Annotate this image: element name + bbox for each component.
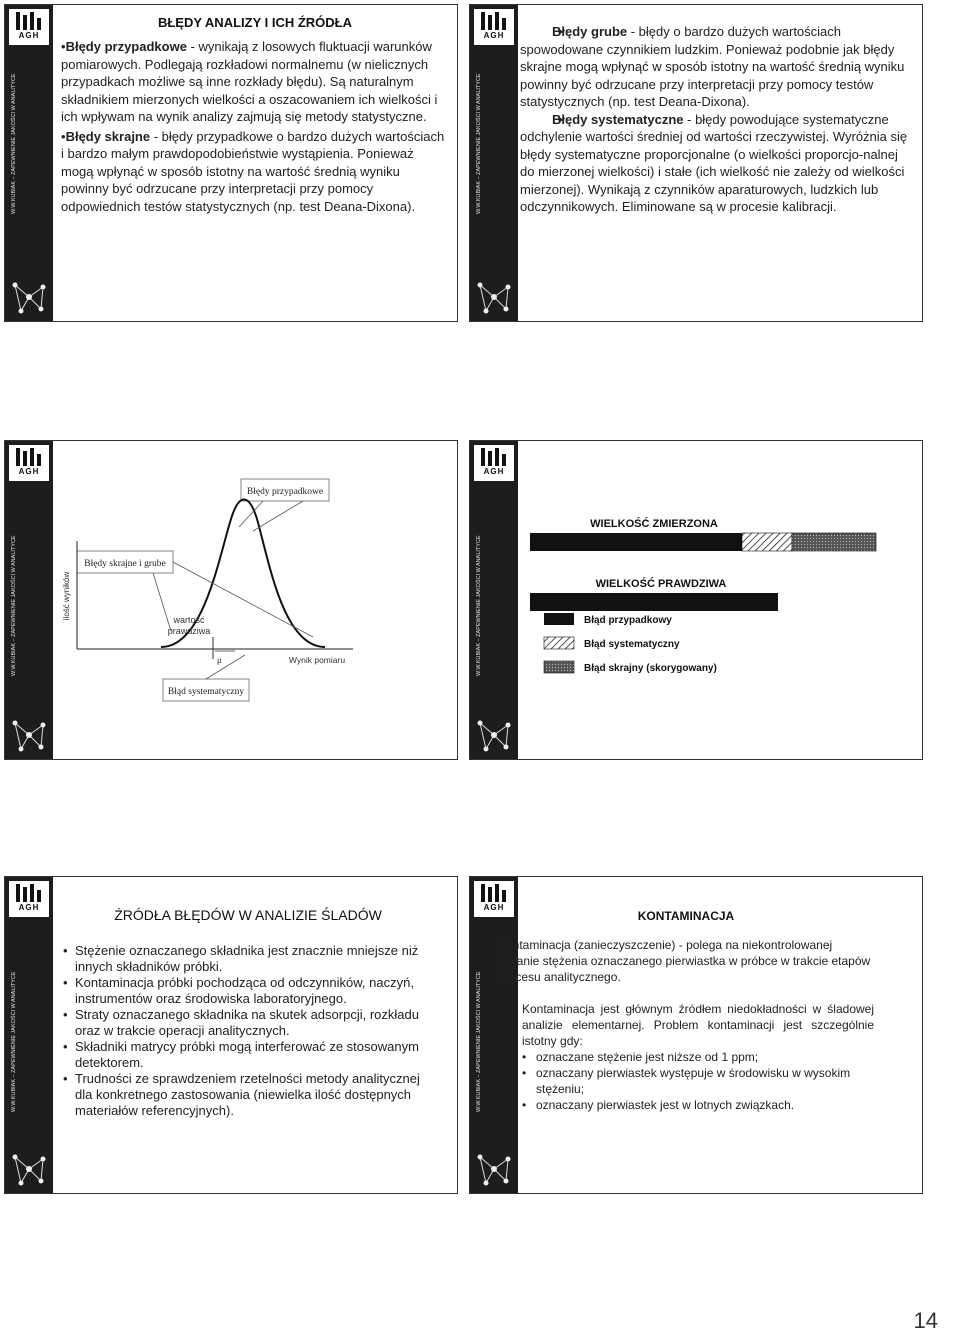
contamination-definition: Kontaminacja (zanieczyszczenie) - polega na niekontrolowanej zmianie stężenia oznaczanego pierwiastka w próbce w trakcie etapów procesu analitycznego.: [498, 938, 871, 984]
slide-content: [520, 23, 914, 321]
agh-logo: [474, 9, 514, 45]
systematic-errors-text: - błędy powodujące systematyczne odchylenie wartości średniej od wartości rzeczywistej. Wyróżnia się błędy systematyczne proporcjonalne (o wielkości proporcjo-nalnej do mierzonej wielkości) i stałe (ich wielkość nie zależy od wielkości mierzonej). Wynikają z czynników aparaturowych, ludzkich lub odczynnikowych. Eliminowane są w procesie kalibracji.: [520, 111, 908, 214]
logo-text: AGH: [483, 903, 505, 912]
logo-text: AGH: [483, 467, 505, 476]
error-distribution-diagram: [53, 441, 457, 759]
agh-logo: [9, 445, 49, 481]
measured-bar-random: [530, 533, 742, 551]
trace-source-item: • Stężenie oznaczanego składnika jest znacznie mniejsze niż innych składników próbki.: [63, 943, 433, 975]
agh-logo-icon: [479, 448, 509, 466]
y-axis-label: ilość wyników: [62, 571, 71, 621]
error-components-diagram: [518, 441, 922, 759]
legend-swatch-extreme: [544, 661, 574, 673]
logo-text: AGH: [18, 467, 40, 476]
side-caption: W.W.KUBIAK – ZAPEWNIENIE JAKOŚCI W ANALITYCE: [476, 971, 482, 1113]
logo-text: AGH: [18, 903, 40, 912]
side-caption: W.W.KUBIAK – ZAPEWNIENIE JAKOŚCI W ANALITYCE: [11, 971, 17, 1113]
molecule-network-icon: [474, 715, 514, 755]
molecule-network-icon: [9, 1149, 49, 1189]
logo-text: AGH: [483, 31, 505, 40]
agh-logo-icon: [14, 884, 44, 902]
logo-text: AGH: [18, 31, 40, 40]
legend-random: Błąd przypadkowy: [584, 615, 672, 626]
slide-sidebar: [5, 441, 53, 759]
true-value-bar: [530, 593, 778, 611]
systematic-errors-term: Błędy systematyczne: [552, 111, 684, 127]
slide-4: [469, 440, 923, 760]
slide-sidebar: [470, 441, 518, 759]
side-caption: W.W.KUBIAK – ZAPEWNIENIE JAKOŚCI W ANALITYCE: [476, 535, 482, 677]
systematic-error-label: Błąd systematyczny: [167, 687, 245, 697]
side-caption: W.W.KUBIAK – ZAPEWNIENIE JAKOŚCI W ANALITYCE: [11, 535, 17, 677]
molecule-network-icon: [474, 277, 514, 317]
extreme-errors-text: - błędy przypadkowe o bardzo dużych wartościach i bardzo małym prawdopodobieństwie wystąpienia. Ponieważ mogą wpłynąć w sposób istotny na wartość średnią wyniku powinny być odrzucane przy interpretacji przy pomocy odpowiednich testów statystycznych (np. test Deana-Dixona).: [61, 128, 445, 214]
legend-swatch-systematic: [544, 637, 574, 649]
slide-sidebar: [5, 5, 53, 321]
x-axis-label: Wynik pomiaru: [288, 655, 346, 665]
agh-logo-icon: [14, 448, 44, 466]
agh-logo-icon: [479, 12, 509, 30]
side-caption: W.W.KUBIAK – ZAPEWNIENIE JAKOŚCI W ANALITYCE: [11, 73, 17, 215]
callout-line: [206, 655, 245, 679]
random-errors-text: - wynikają z losowych fluktuacji warunków pomiarowych. Podlegają rozkładowi normalnemu (w nielicznych przypadkach możliwe są inne rozkłady błędu). Są naturalnym składnikiem mierzonych wielkości a oszacowaniem ich wielkości i ich wpływam na wynik analizy zajmują się metody statystyczne.: [61, 39, 438, 124]
legend-swatch-random: [544, 613, 574, 625]
random-errors-paragraph: •Błędy przypadkowe - wynikają z losowych fluktuacji warunków pomiarowych. Podlegają rozkładowi normalnemu (w nielicznych przypadkach możliwe są inne rozkłady błędu). Są naturalnym składnikiem mierzonych wielkości a oszacowaniem ich wielkości i ich wpływam na wynik analizy zajmują się metody statystyczne.: [61, 39, 438, 124]
slide-title: BŁĘDY ANALIZY I ICH ŹRÓDŁA: [157, 15, 353, 30]
gross-errors-text: - błędy o bardzo dużych wartościach spowodowane czynnikiem ludzkim. Ponieważ podobnie jak błędy skrajne mogą wpłynąć w sposób istotny na wartość średnią wyniku powinny być odrzucane przy interpretacji przy pomocy testów statystycznych (np. test Deana-Dixona).: [520, 24, 905, 109]
slide-6: [469, 876, 923, 1194]
measured-bar-systematic: [742, 533, 792, 551]
slide-5: [4, 876, 458, 1194]
slide-sidebar: [470, 5, 518, 321]
gross-errors-term: Błędy grube: [552, 24, 628, 39]
mu-symbol: μ: [217, 655, 222, 665]
measured-bar-extreme: [792, 533, 876, 551]
side-caption: W.W.KUBIAK – ZAPEWNIENIE JAKOŚCI W ANALITYCE: [476, 73, 482, 215]
random-errors-label: Błędy przypadkowe: [246, 487, 324, 497]
slide-content: [61, 5, 449, 321]
molecule-network-icon: [9, 715, 49, 755]
slide-title: ŹRÓDŁA BŁĘDÓW W ANALIZIE ŚLADÓW: [114, 907, 382, 923]
contamination-conditions-list: [522, 1049, 874, 1113]
agh-logo: [474, 445, 514, 481]
condition-item: • oznaczany pierwiastek występuje w środowisku w wysokim stężeniu;: [522, 1065, 874, 1097]
random-errors-term: Błędy przypadkowe: [65, 39, 187, 54]
slide-sidebar: [5, 877, 53, 1193]
slide-1: [4, 4, 458, 322]
slide-2: [469, 4, 923, 322]
extreme-errors-paragraph: •Błędy skrajne - błędy przypadkowe o bardzo dużych wartościach i bardzo małym prawdopodobieństwie wystąpienia. Ponieważ mogą wpłynąć w sposób istotny na wartość średnią wyniku powinny być odrzucane przy interpretacji przy pomocy odpowiednich testów statystycznych (np. test Deana-Dixona).: [61, 128, 445, 214]
true-value-label-2: prawdziwa: [167, 626, 211, 636]
true-value-label-1: wartość: [173, 615, 205, 625]
molecule-network-icon: [9, 277, 49, 317]
slide-content: [63, 877, 433, 1193]
callout-line: [153, 573, 171, 631]
true-value-label: WIELKOŚĆ PRAWDZIWA: [595, 578, 727, 590]
trace-source-item: • Trudności ze sprawdzeniem rzetelności metody analitycznej dla konkretnego zastosowania (niewielka ilość dostępnych materiałów referencyjnych).: [63, 1071, 433, 1119]
trace-source-item: • Składniki matrycy próbki mogą interferować ze stosowanym detektorem.: [63, 1039, 433, 1071]
contamination-importance: Kontaminacja jest głównym źródłem niedokładności w śladowej analizie elementarnej. Problem kontaminacji jest szczególnie istotny gdy:: [522, 1002, 874, 1048]
condition-item: • oznaczany pierwiastek jest w lotnych związkach.: [522, 1097, 874, 1113]
agh-logo-icon: [14, 12, 44, 30]
page-number: 14: [913, 1308, 938, 1333]
condition-item: • oznaczane stężenie jest niższe od 1 ppm;: [522, 1049, 874, 1065]
slide-content: [498, 877, 874, 1193]
slide-3: [4, 440, 458, 760]
agh-logo: [9, 9, 49, 45]
gross-errors-item: [520, 23, 914, 111]
extreme-errors-label: Błędy skrajne i grube: [84, 559, 166, 569]
legend-extreme: Błąd skrajny (skorygowany): [584, 663, 717, 674]
trace-source-item: • Kontaminacja próbki pochodząca od odczynników, naczyń, instrumentów oraz środowiska laboratoryjnego.: [63, 975, 433, 1007]
callout-line: [253, 501, 303, 531]
agh-logo: [9, 881, 49, 917]
slide-title: KONTAMINACJA: [637, 909, 735, 923]
extreme-errors-term: Błędy skrajne: [65, 128, 151, 144]
systematic-errors-item: [520, 111, 914, 216]
legend-systematic: Błąd systematyczny: [584, 639, 680, 650]
measured-value-label: WIELKOŚĆ ZMIERZONA: [590, 518, 718, 530]
trace-source-item: • Straty oznaczanego składnika na skutek adsorpcji, rozkładu oraz w trakcie operacji analitycznych.: [63, 1007, 433, 1039]
